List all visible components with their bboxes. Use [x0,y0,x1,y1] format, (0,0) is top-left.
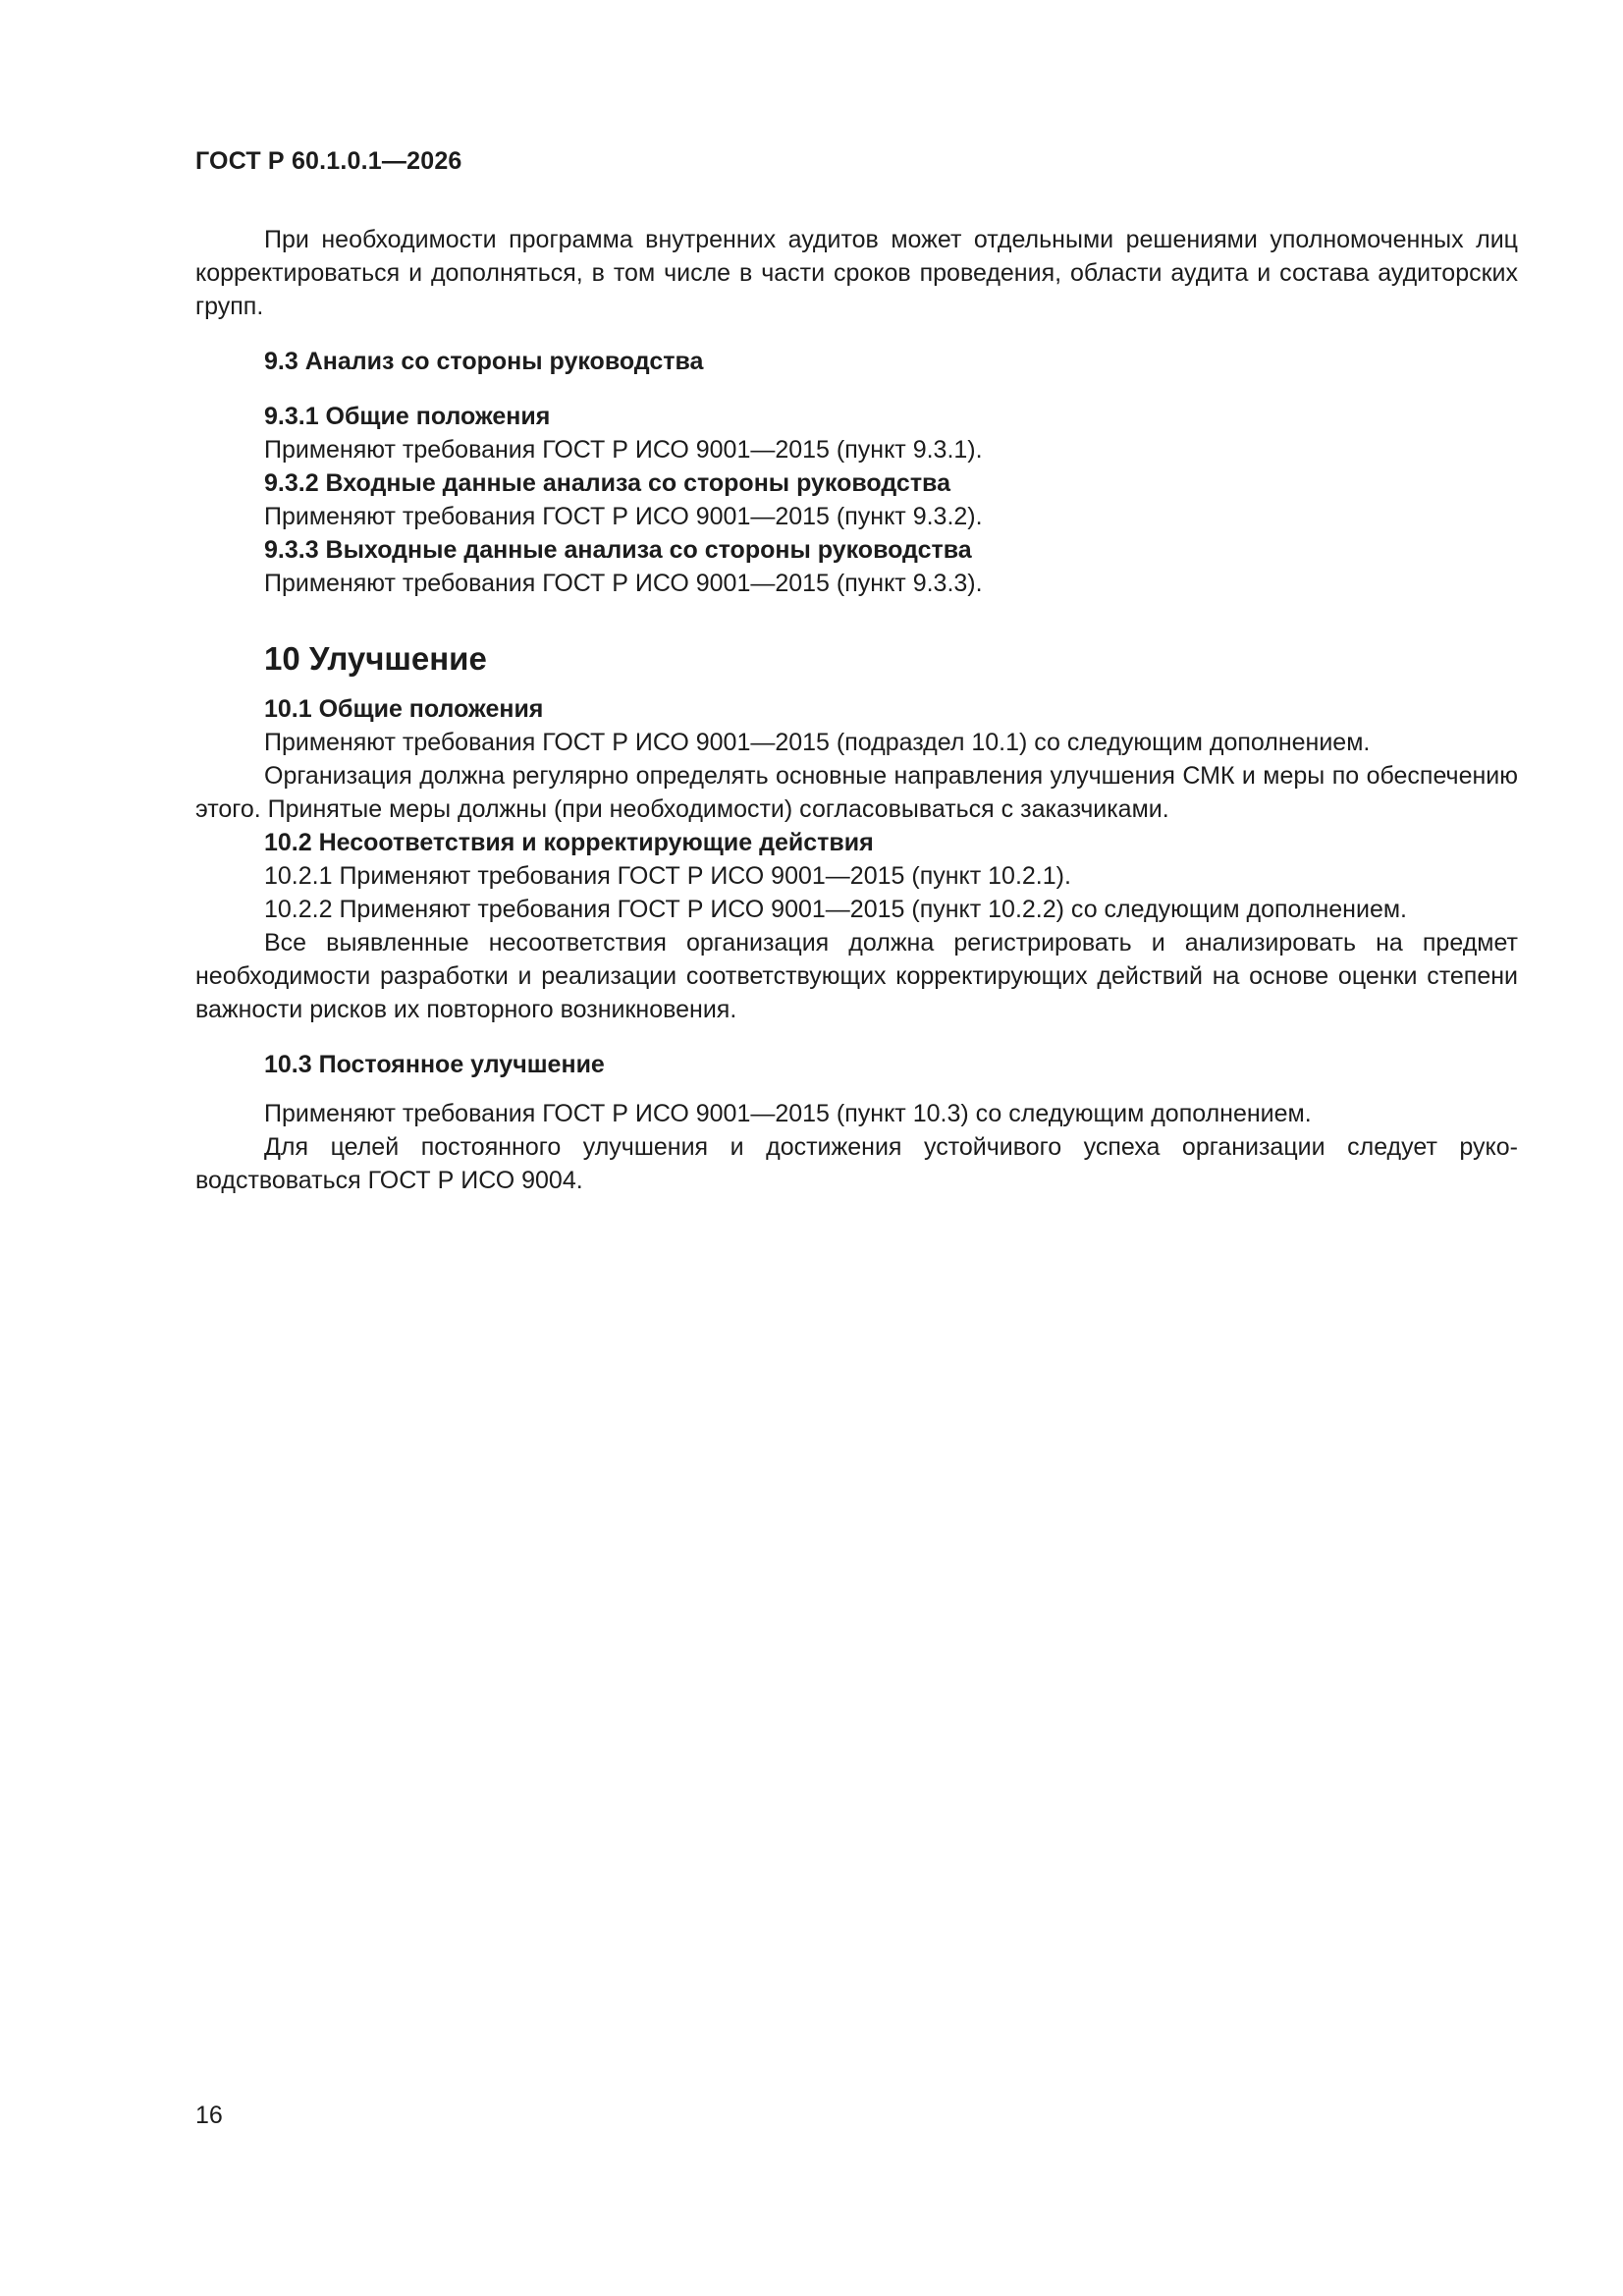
section-10-2-2-text: 10.2.2 Применяют требования ГОСТ Р ИСО 9001—2015 (пункт 10.2.2) со следующим дополнением. [264,896,1407,923]
section-9-3-1-text: Применяют требования ГОСТ Р ИСО 9001—2015 (пункт 9.3.1). [264,436,983,464]
section-10-3-heading: 10.3 Постоянное улучшение [264,1051,605,1078]
section-9-3-2-heading: 9.3.2 Входные данные анализа со стороны руководства [264,469,950,497]
section-9-3-heading: 9.3 Анализ со стороны руководства [264,348,704,375]
section-10-3-paragraph: Для целей постоянного улучшения и достижения устойчивого успеха организации следует руководствоваться ГОСТ Р ИСО 9004. [195,1133,1518,1194]
section-10-2-heading: 10.2 Несоответствия и корректирующие действия [264,829,874,856]
intro-paragraph: При необходимости программа внутренних аудитов может отдельными решениями уполномоченных лиц корректироваться и дополняться, в том числе в части сроков проведения, области аудита и состава аудиторских групп. [195,226,1518,320]
document-header-id: ГОСТ Р 60.1.0.1—2026 [195,147,462,175]
section-10-2-1-text: 10.2.1 Применяют требования ГОСТ Р ИСО 9001—2015 (пункт 10.2.1). [264,862,1071,890]
section-10-3-text: Применяют требования ГОСТ Р ИСО 9001—2015 (пункт 10.3) со следующим дополнением. [264,1100,1312,1127]
page-number: 16 [195,2102,223,2129]
document-body [195,223,1518,1197]
section-9-3-2-text: Применяют требования ГОСТ Р ИСО 9001—2015 (пункт 9.3.2). [264,503,983,530]
section-10-1-text: Применяют требования ГОСТ Р ИСО 9001—2015 (подраздел 10.1) со следующим дополнением. [264,729,1371,756]
section-10-1-paragraph: Организация должна регулярно определять основные направления улучшения СМК и меры по обеспечению этого. Принятые меры должны (при необходимости) согласовываться с заказчиками. [195,762,1518,823]
section-9-3-3-heading: 9.3.3 Выходные данные анализа со стороны руководства [264,536,972,564]
section-10-2-paragraph: Все выявленные несоответствия организация должна регистрировать и анализировать на предмет необходимости разработки и реализации соответствующих корректирующих действий на основе оценки степени важности рисков их повторного возникновения. [195,929,1518,1023]
section-9-3-3-text: Применяют требования ГОСТ Р ИСО 9001—2015 (пункт 9.3.3). [264,570,983,597]
section-10-1-heading: 10.1 Общие положения [264,695,544,723]
section-9-3-1-heading: 9.3.1 Общие положения [264,403,551,430]
section-10-heading: 10 Улучшение [264,640,487,677]
